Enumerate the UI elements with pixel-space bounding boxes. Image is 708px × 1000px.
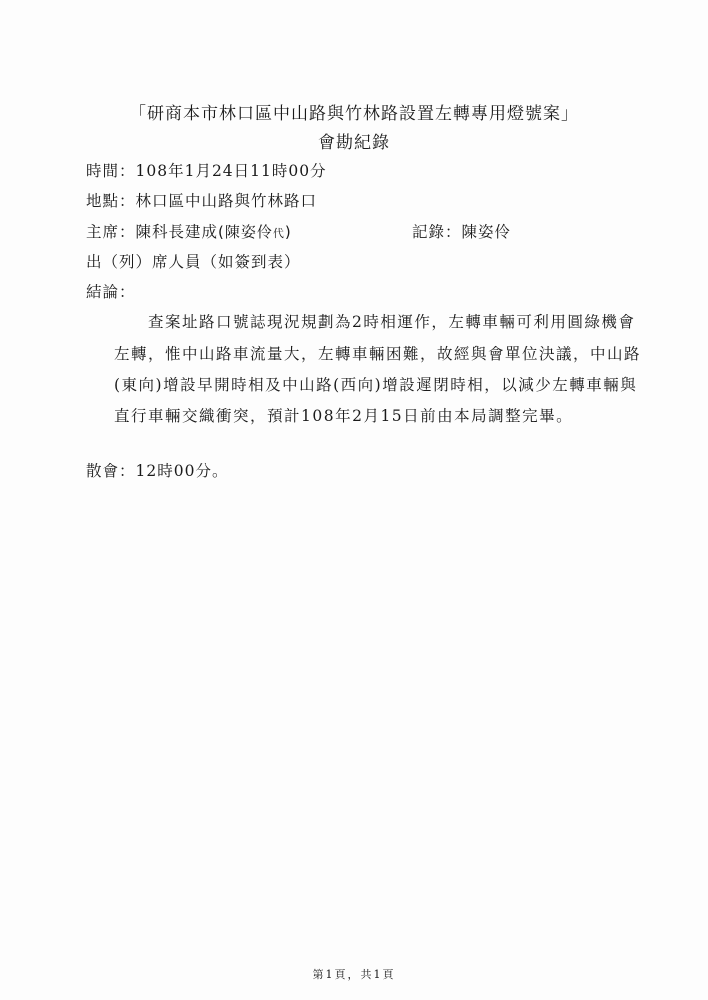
- adjourn-time: 散會：12時00分。: [86, 462, 229, 480]
- conclusion-line: (東向)增設早開時相及中山路(西向)增設遲閉時相，以減少左轉車輛與: [114, 376, 638, 394]
- meeting-recorder: 記錄：陳姿伶: [412, 223, 512, 241]
- meeting-chair: [86, 220, 292, 242]
- chair-label: 主席：陳科長建成: [86, 223, 219, 241]
- chair-proxy-close: ): [284, 223, 292, 241]
- conclusion-line: 查案址路口號誌現況規劃為2時相運作，左轉車輛可利用圓綠機會: [148, 313, 636, 331]
- chair-proxy-name: (陳姿伶: [218, 223, 273, 241]
- conclusion-line: 直行車輛交織衝突，預計108年2月15日前由本局調整完畢。: [114, 407, 574, 425]
- meeting-time: 時間：108年1月24日11時00分: [86, 162, 327, 180]
- meeting-attendees: 出（列）席人員（如簽到表）: [86, 253, 301, 271]
- chair-proxy-mark: 代: [272, 227, 285, 240]
- document-title: 「研商本市林口區中山路與竹林路設置左轉專用燈號案」: [129, 104, 579, 124]
- conclusion-label: 結論：: [86, 283, 136, 301]
- document-subtitle: 會勘紀錄: [318, 133, 390, 153]
- page-number: 第1頁，共1頁: [312, 968, 396, 981]
- conclusion-line: 左轉，惟中山路車流量大，左轉車輛困難，故經與會單位決議，中山路: [114, 345, 642, 363]
- meeting-location: 地點：林口區中山路與竹林路口: [86, 192, 318, 210]
